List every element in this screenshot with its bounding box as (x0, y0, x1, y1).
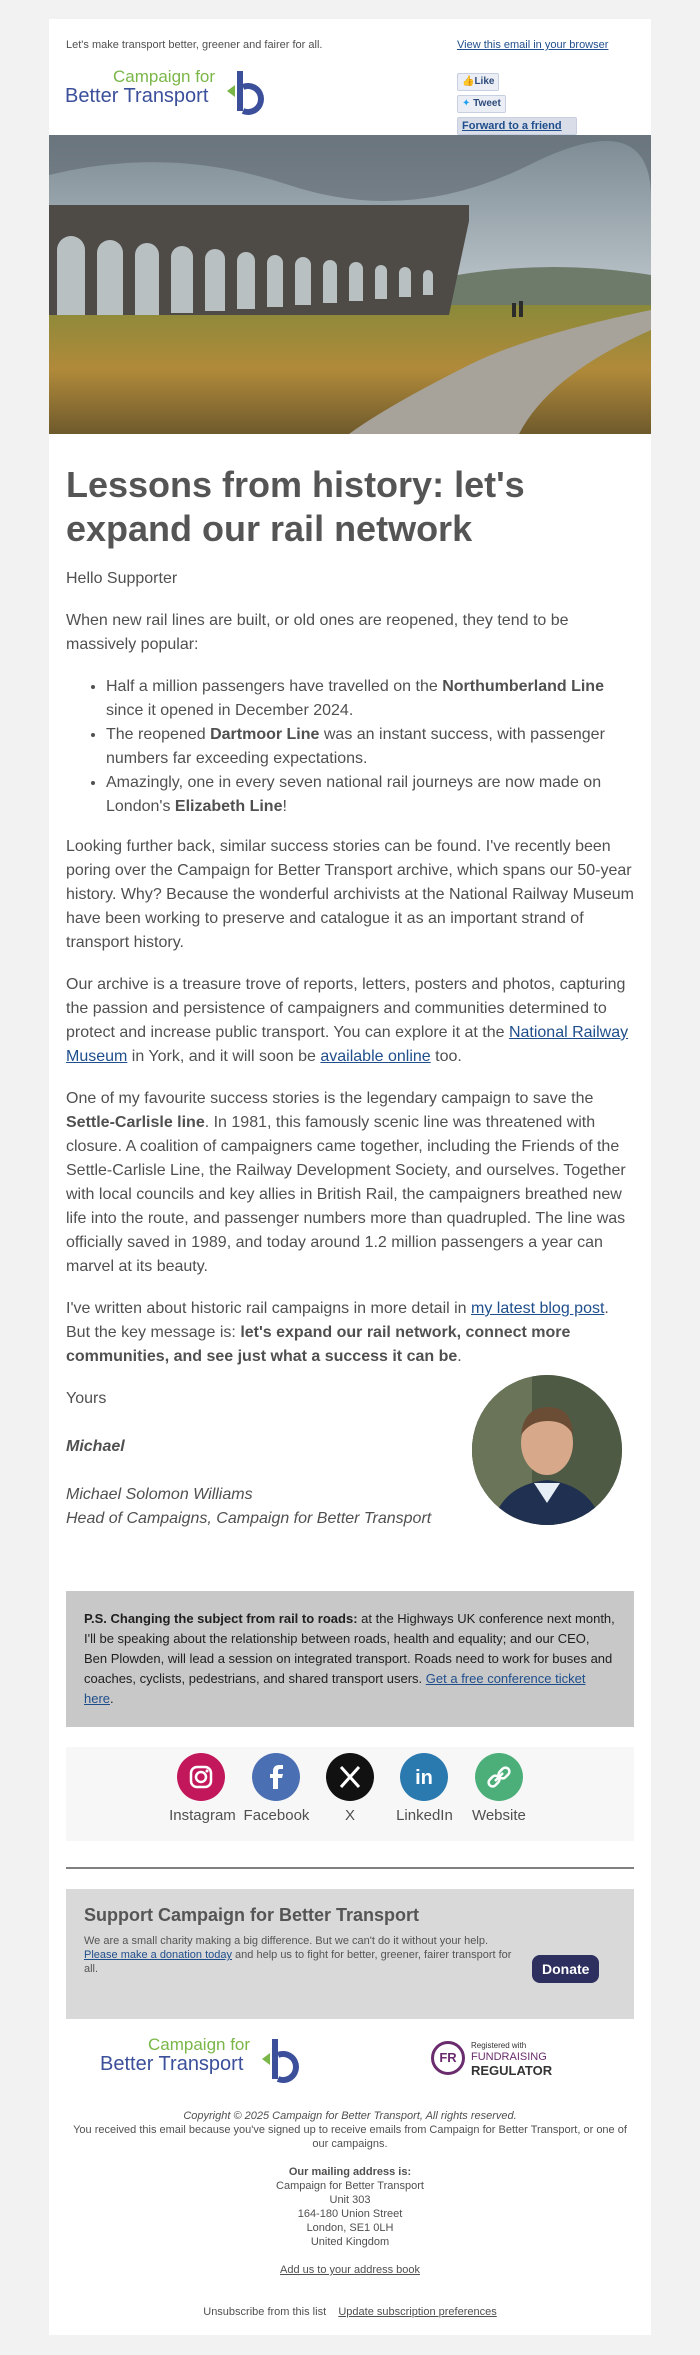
available-online-link[interactable]: available online (320, 1048, 431, 1065)
paragraph: Looking further back, similar success stories can be found. I've recently been poring over the Campaign for Better Transport archive, which spans our 50-year history. Why? Because the wonderful archivists at the National Railway Museum have been working to preserve and catalogue it as an important strand of transport history. (66, 838, 634, 951)
conference-ticket-link[interactable]: Get a free conference ticket here (84, 1671, 586, 1706)
paragraph: One of my favourite success stories is the legendary campaign to save the Settle-Carlisle line. In 1981, this famously scenic line was threatened with closure. A coalition of campaigners came together, including the Friends of the Settle-Carlisle Line, the Railway Development Society, and ourselves. Together with local councils and key allies in British Rail, the campaigners breathed new life into the route, and passenger numbers more than quadrupled. The line was officially saved in 1989, and today around 1.2 million passengers a year can marvel at its beauty. (66, 1090, 626, 1275)
linkedin-icon (400, 1753, 448, 1801)
paragraph: I've written about historic rail campaigns in more detail in my latest blog post. But the key message is: let's expand our rail network, connect more communities, and see just what a success it can be. (66, 1300, 609, 1365)
signoff (66, 1387, 634, 1567)
national-railway-museum-link[interactable]: National Railway Museum (66, 1024, 629, 1065)
address-line: Campaign for Better Transport (276, 2180, 424, 2192)
view-in-browser-link[interactable]: View this email in your browser (457, 39, 609, 51)
thumbs-up-icon: 👍 (462, 76, 475, 87)
svg-text:in: in (415, 1767, 434, 1789)
support-title: Support Campaign for Better Transport (84, 1905, 420, 1925)
ps-box: P.S. Changing the subject from rail to roads: at the Highways UK conference next month, I'll be speaking about the relationship between roads, health and equality; and our CEO, Ben Plowden, will lead a session on integrated transport. Roads need to work for buses and coaches, cyclists, pedestrians, and shared transport users. Get a free conference ticket here. (66, 1591, 634, 1727)
donation-link[interactable]: Please make a donation today (84, 1949, 232, 1961)
divider (66, 1867, 634, 1869)
intro-paragraph: When new rail lines are built, or old ones are reopened, they tend to be massively popular: (66, 612, 569, 653)
signature: Michael (66, 1438, 125, 1455)
facebook-like-button[interactable]: 👍Like (457, 73, 499, 91)
add-to-address-book-link[interactable]: Add us to your address book (279, 2264, 421, 2276)
footer (66, 2109, 634, 2319)
hero-viaduct-image (49, 135, 651, 434)
link-icon (475, 1753, 523, 1801)
facebook-link[interactable]: Facebook (244, 1753, 308, 1824)
avatar (472, 1375, 622, 1525)
address-line: United Kingdom (310, 2236, 390, 2248)
greeting: Hello Supporter (66, 570, 178, 587)
signatory: Michael Solomon Williams Head of Campaigns, Campaign for Better Transport (66, 1486, 432, 1527)
footer-reason: You received this email because you've signed up to receive emails from Campaign for Better Transport, or one of our campaigns. (73, 2124, 627, 2150)
list-item: • Amazingly, one in every seven national rail journeys are now made on London's Elizabeth Line! (106, 771, 634, 819)
article-title: Lessons from history: let's expand our rail network (66, 464, 525, 549)
logo-line1: Campaign for (113, 67, 216, 86)
website-link[interactable]: Website (467, 1753, 531, 1824)
fr-icon: FR (431, 2041, 465, 2075)
logo-line2: Better Transport (65, 85, 209, 107)
logo-b-icon (258, 2037, 308, 2087)
email-container (49, 19, 651, 2335)
address-line: 164-180 Union Street (297, 2208, 403, 2220)
copyright: Copyright © 2025 Campaign for Better Transport, All rights reserved. (183, 2110, 517, 2122)
donate-button[interactable]: Donate (532, 1955, 599, 1983)
social-links (66, 1747, 634, 1841)
facebook-icon (252, 1753, 300, 1801)
x-icon (326, 1753, 374, 1801)
fundraising-regulator-badge: FR Registered with FUNDRAISING REGULATOR (431, 2039, 571, 2083)
address-line: London, SE1 0LH (306, 2222, 394, 2234)
paragraph: Our archive is a treasure trove of reports, letters, posters and photos, capturing the passion and persistence of campaigners and communities determined to protect and increase public transport. You can explore it at the National Railway Museum in York, and it will soon be available online too. (66, 976, 629, 1065)
list-item: • The reopened Dartmoor Line was an instant success, with passenger numbers far exceeding expectations. (106, 723, 634, 771)
success-list (66, 675, 634, 819)
instagram-icon (177, 1753, 225, 1801)
support-text: We are a small charity making a big difference. But we can't do it without your help. Please make a donation today and help us to fight for better, greener, fairer transport for all. (84, 1935, 512, 1975)
x-link[interactable]: X (318, 1753, 382, 1824)
twitter-bird-icon: ✦ (462, 98, 471, 109)
yours: Yours (66, 1390, 107, 1407)
unsubscribe-link[interactable]: Unsubscribe from this list (203, 2306, 327, 2318)
share-buttons (457, 71, 577, 137)
instagram-link[interactable]: Instagram (169, 1753, 233, 1824)
mailing-label: Our mailing address is: (288, 2166, 412, 2178)
article-body (66, 439, 634, 2319)
support-box (66, 1889, 634, 2019)
logo[interactable] (65, 65, 275, 125)
footer-logo[interactable]: Campaign for Better Transport (100, 2033, 310, 2093)
forward-to-friend-link[interactable]: Forward to a friend (457, 117, 577, 135)
linkedin-link[interactable]: in LinkedIn (392, 1753, 456, 1824)
tweet-button[interactable]: ✦ Tweet (457, 95, 506, 113)
address-line: Unit 303 (329, 2194, 371, 2206)
logo-b-icon (223, 69, 273, 119)
footer-logos (66, 2033, 634, 2109)
list-item: • Half a million passengers have travelled on the Northumberland Line since it opened in December 2024. (106, 675, 634, 723)
blog-post-link[interactable]: my latest blog post (471, 1300, 605, 1317)
tagline: Let's make transport better, greener and fairer for all. (66, 39, 323, 51)
update-preferences-link[interactable]: Update subscription preferences (338, 2306, 497, 2318)
